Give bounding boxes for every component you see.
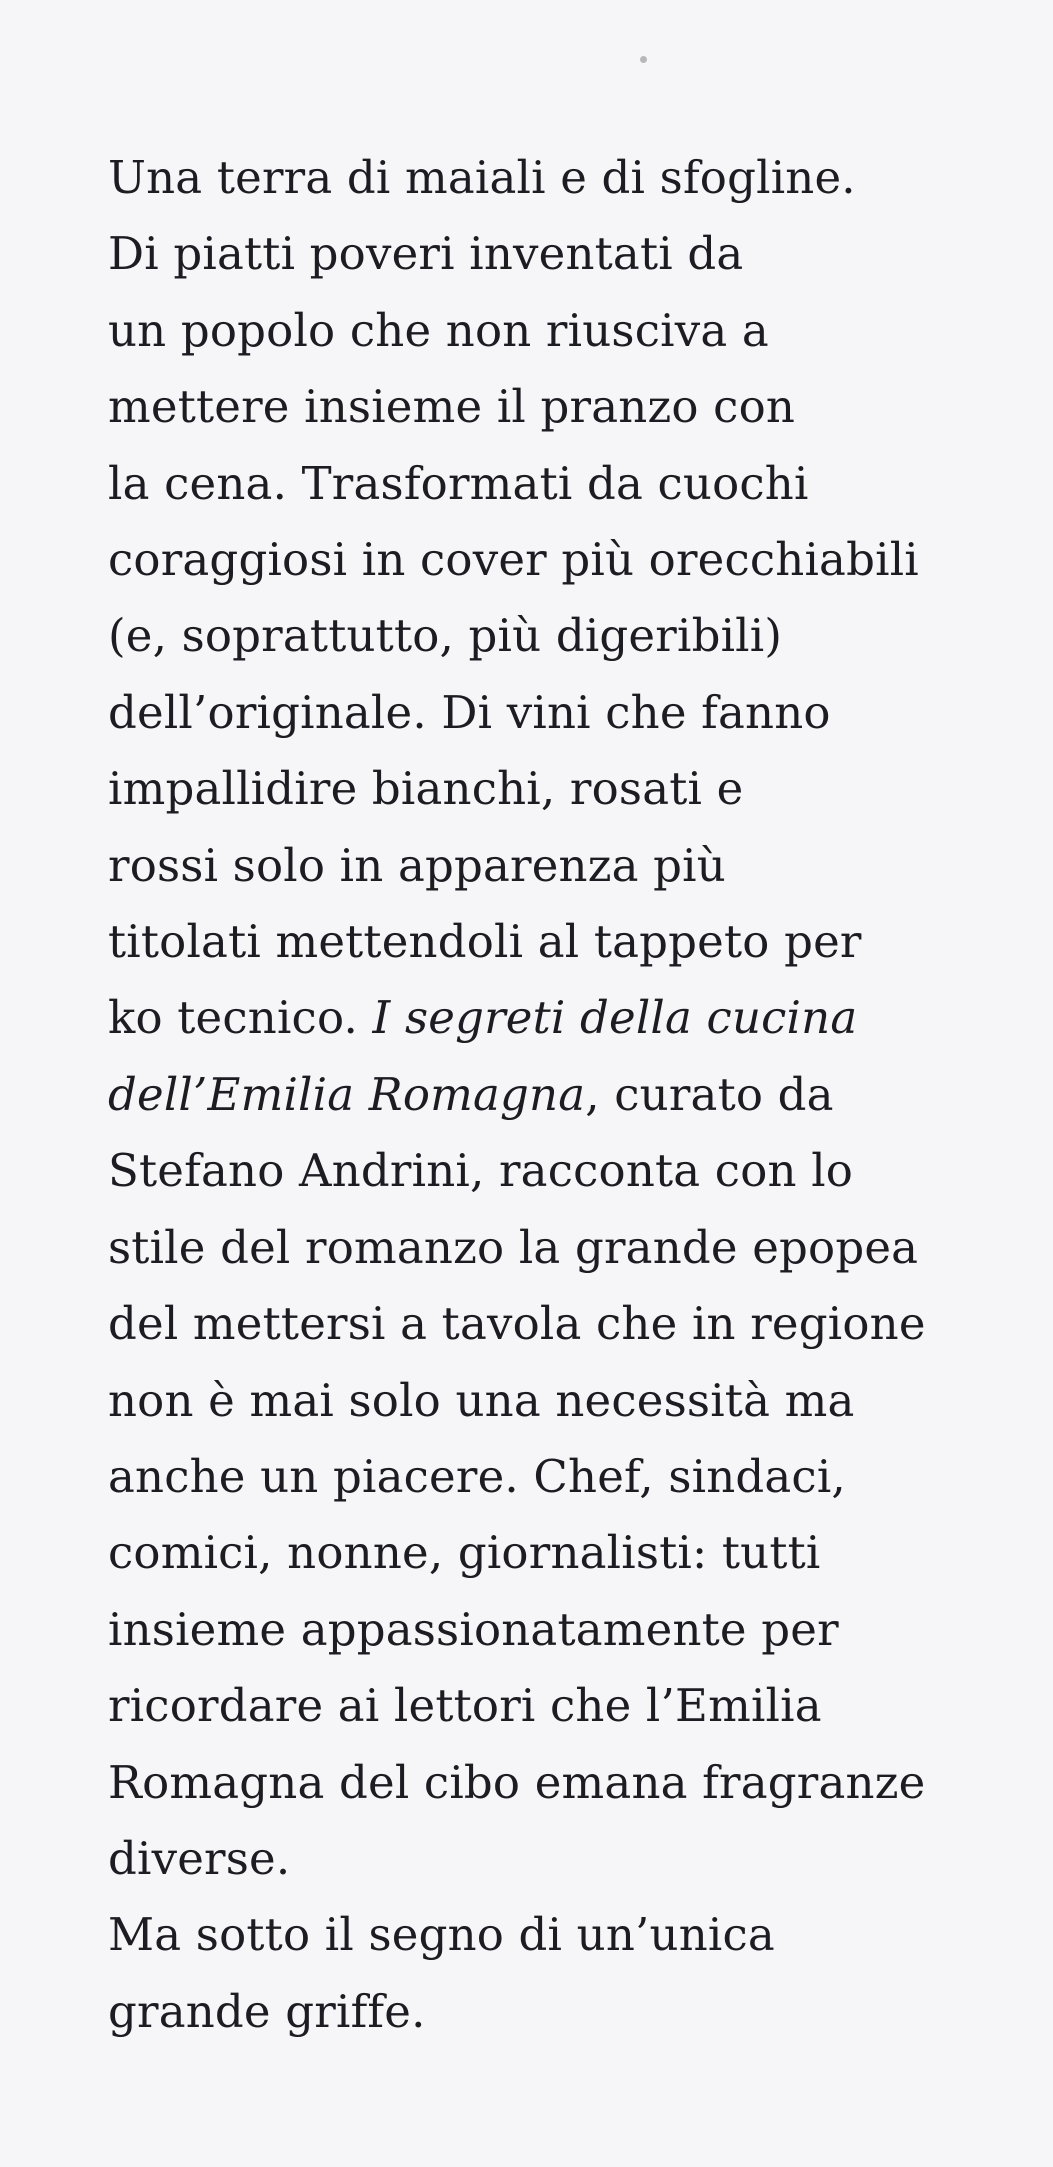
blurb-line — [108, 980, 1028, 1056]
book-title-part-2: dell’Emilia Romagna — [108, 1067, 586, 1121]
blurb-line: impallidire bianchi, rosati e — [108, 762, 744, 816]
blurb-line: Ma sotto il segno di un’unica — [108, 1908, 775, 1962]
blurb-line: non è mai solo una necessità ma — [108, 1373, 855, 1427]
blurb-line: un popolo che non riusciva a — [108, 303, 769, 357]
blurb-line: la cena. Trasformati da cuochi — [108, 456, 809, 510]
blurb-line: anche un piacere. Chef, sindaci, — [108, 1449, 846, 1503]
blurb-line — [108, 1057, 1028, 1133]
blurb-line: Una terra di maiali e di sfogline. — [108, 151, 856, 204]
blurb-text: , curato da — [585, 1067, 834, 1121]
blurb-line: mettere insieme il pranzo con — [108, 380, 796, 434]
blurb-line: Romagna del cibo emana fragranze — [108, 1755, 926, 1809]
blurb-line: insieme appassionatamente per — [108, 1602, 839, 1656]
blurb-line: comici, nonne, giornalisti: tutti — [108, 1526, 821, 1580]
blurb-line: titolati mettendoli al tappeto per — [108, 915, 862, 969]
blurb-line: Di piatti poveri inventati da — [108, 227, 744, 281]
blurb-line: rossi solo in apparenza più — [108, 838, 726, 892]
blurb-line: Stefano Andrini, racconta con lo — [108, 1144, 854, 1198]
blurb-line: stile del romanzo la grande epopea — [108, 1220, 919, 1274]
book-title-part-1: I segreti della cucina — [372, 991, 858, 1045]
blurb-line: diverse. — [108, 1831, 291, 1885]
blurb-text: ko tecnico. — [108, 991, 373, 1045]
blurb-line: grande griffe. — [108, 1984, 426, 2038]
blurb-line: ricordare ai lettori che l’Emilia — [108, 1679, 822, 1733]
blurb-line: coraggiosi in cover più orecchiabili — [108, 533, 919, 587]
blurb-line: del mettersi a tavola che in regione — [108, 1297, 926, 1351]
book-blurb — [108, 140, 1028, 2050]
paper-speck — [640, 56, 647, 63]
blurb-line: dell’originale. Di vini che fanno — [108, 685, 831, 739]
blurb-line: (e, soprattutto, più digeribili) — [108, 609, 783, 663]
